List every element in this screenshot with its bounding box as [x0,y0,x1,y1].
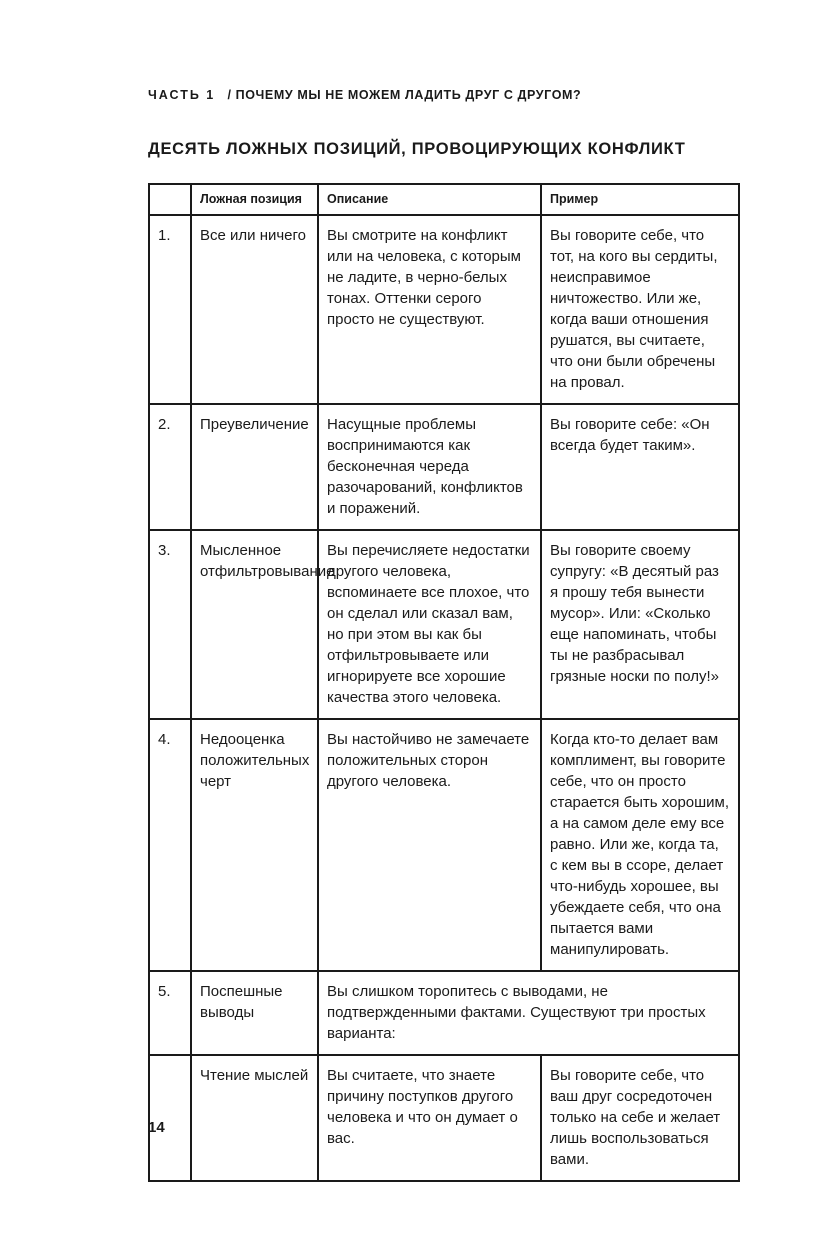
row-example: Когда кто-то делает вам комплимент, вы говорите себе, что он просто старается быть хорошим, а на самом деле ему все равно. Или же, когда та, с кем вы в ссоре, делает что-нибудь хорошее, вы убеждаете себя, что она пытается вами манипулировать. [541,719,739,971]
row-example: Вы говорите своему супругу: «В десятый раз я прошу тебя вынести мусор». Или: «Сколько еще напоминать, чтобы ты не разбрасывал грязные носки по полу!» [541,530,739,719]
section-title: ДЕСЯТЬ ЛОЖНЫХ ПОЗИЦИЙ, ПРОВОЦИРУЮЩИХ КОНФЛИКТ [148,140,686,158]
row-span-text: Вы слишком торопитесь с выводами, не подтвержденными фактами. Существуют три простых варианта: [318,971,739,1055]
row-position: Все или ничего [191,215,318,404]
row-position: Недооценка положительных черт [191,719,318,971]
row-description: Насущные проблемы воспринимаются как бесконечная череда разочарований, конфликтов и поражений. [318,404,541,530]
row-description: Вы настойчиво не замечаете положительных сторон другого человека. [318,719,541,971]
row-position: Мысленное отфильтровывание [191,530,318,719]
table-row [149,530,739,719]
running-head [148,88,581,102]
table-row [149,404,739,530]
header-num [149,184,191,215]
row-position: Поспешные выводы [191,971,318,1055]
false-positions-table [148,183,740,1182]
row-number: 2. [149,404,191,530]
table-header-row [149,184,739,215]
table-row [149,719,739,971]
row-number: 5. [149,971,191,1055]
row-example: Вы говорите себе, что ваш друг сосредоточен только на себе и желает лишь воспользоваться вами. [541,1055,739,1181]
running-head-part: ЧАСТЬ 1 [148,88,216,102]
row-number: 1. [149,215,191,404]
row-description: Вы смотрите на конфликт или на человека, с которым не ладите, в черно-белых тонах. Оттенки серого просто не существуют. [318,215,541,404]
row-description: Вы считаете, что знаете причину поступков другого человека и что он думает о вас. [318,1055,541,1181]
header-position: Ложная позиция [191,184,318,215]
row-example: Вы говорите себе: «Он всегда будет таким». [541,404,739,530]
row-position: Преувеличение [191,404,318,530]
header-description: Описание [318,184,541,215]
table-row [149,1055,739,1181]
table-row [149,215,739,404]
row-example: Вы говорите себе, что тот, на кого вы сердиты, неисправимое ничтожество. Или же, когда ваши отношения рушатся, вы считаете, что они были обречены на провал. [541,215,739,404]
row-number: 3. [149,530,191,719]
table-row [149,971,739,1055]
row-number [149,1055,191,1181]
row-position: Чтение мыслей [191,1055,318,1181]
header-example: Пример [541,184,739,215]
page-number: 14 [148,1119,165,1136]
row-number: 4. [149,719,191,971]
running-head-chapter: / ПОЧЕМУ МЫ НЕ МОЖЕМ ЛАДИТЬ ДРУГ С ДРУГОМ? [227,88,582,102]
row-description: Вы перечисляете недостатки другого человека, вспоминаете все плохое, что он сделал или сказал вам, но при этом вы как бы отфильтровываете или игнорируете все хорошие качества этого человека. [318,530,541,719]
